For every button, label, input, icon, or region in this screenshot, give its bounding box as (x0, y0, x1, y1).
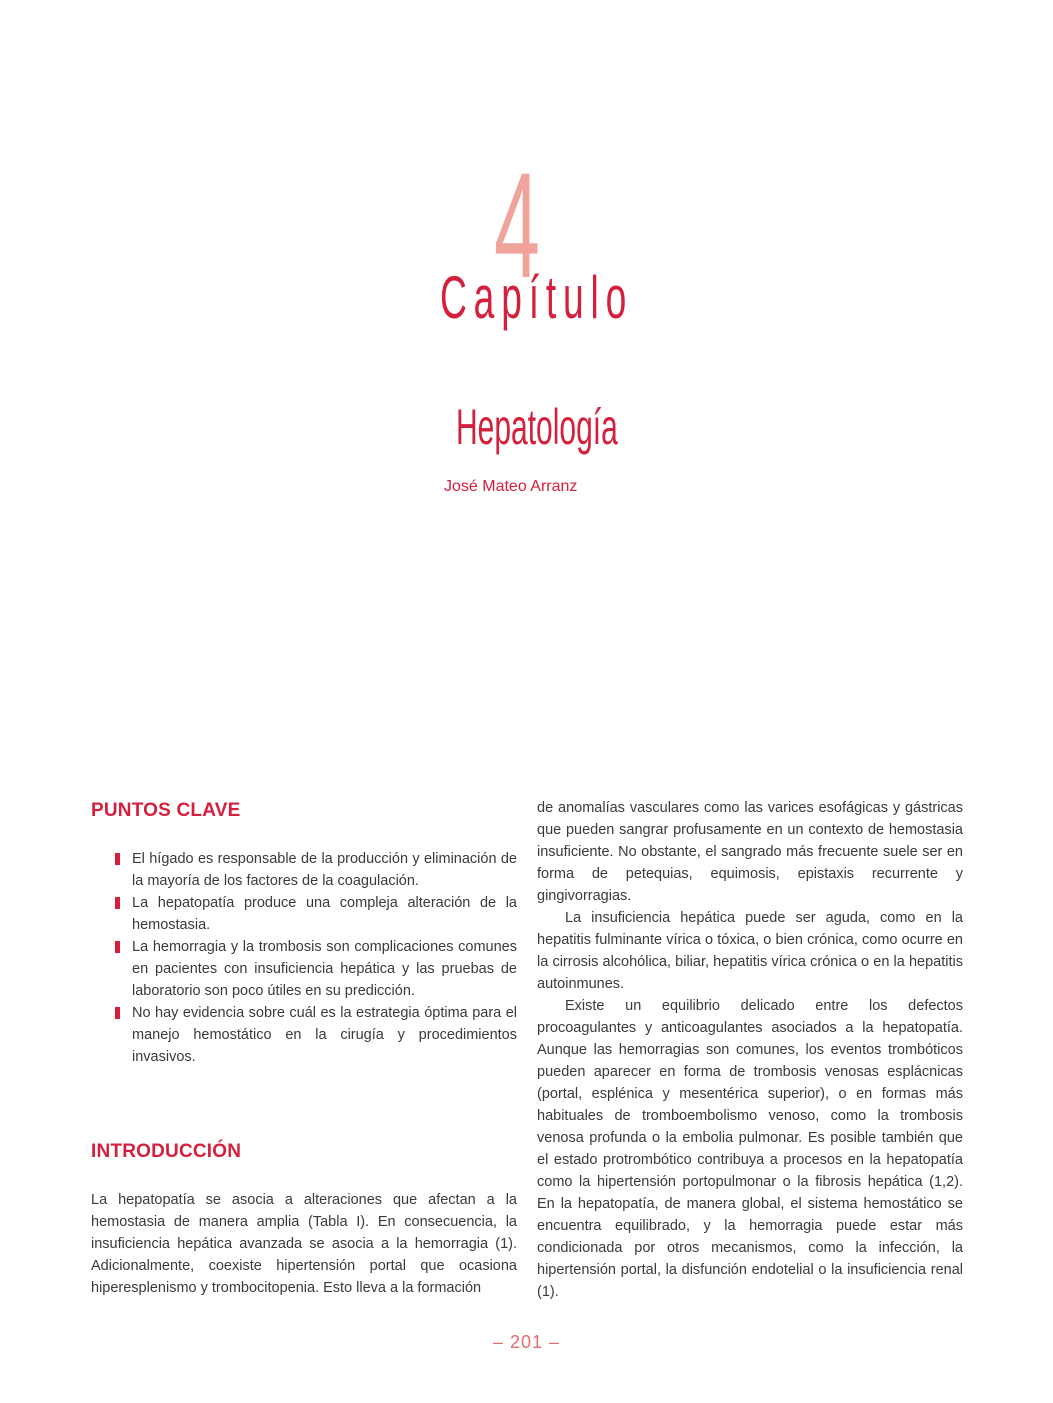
intro-paragraph: La hepatopatía se asocia a alteraciones que afectan a la hemostasia de manera amplia (Tabla I). En consecuencia, la insuficiencia hepática avanzada se asocia a la hemorragia (1). Adicionalmente, coexiste hipertensión portal que ocasiona hiperesplenismo y trombocitopenia. Esto lleva a la formación (91, 1192, 517, 1296)
chapter-number: 4 (494, 141, 540, 309)
intro-paragraph: Existe un equilibrio delicado entre los defectos procoagulantes y anticoagulantes asociados a la hepatopatía. Aunque las hemorragias son comunes, los eventos trombóticos pueden aparecer en forma de trombosis venosas esplácnicas (portal, esplénica y mesentérica superior), o en formas más habituales de tromboembolismo venoso, como la trombosis venosa profunda o la embolia pulmonar. Es posible también que el estado protrombótico contribuya a procesos en la hepatopatía como la hipertensión portopulmonar o la fibrosis hepática (1,2). En la hepatopatía, de manera global, el sistema hemostático se encuentra equilibrado, y la hemorragia puede estar más condicionada por otros mecanismos, como la infección, la hipertensión portal, la disfunción endotelial o la insuficiencia renal (1). (537, 998, 963, 1300)
chapter-title: Hepatología (456, 399, 618, 455)
intro-right-column (537, 797, 963, 1303)
chapter-author: José Mateo Arranz (444, 478, 578, 495)
key-points-list-container (115, 848, 517, 1068)
introduction-heading: INTRODUCCIÓN (91, 1141, 242, 1162)
key-point-item: La hemorragia y la trombosis son complicaciones comunes en pacientes con insuficiencia hepática y las pruebas de laboratorio son poco útiles en su predicción. (115, 936, 517, 1002)
chapter-word: Capítulo (440, 264, 634, 331)
key-points-list (115, 848, 517, 1068)
key-point-item: No hay evidencia sobre cuál es la estrategia óptima para el manejo hemostático en la cirugía y procedimientos invasivos. (115, 1002, 517, 1068)
intro-left-column (91, 1189, 517, 1299)
key-points-heading: PUNTOS CLAVE (91, 800, 241, 821)
intro-paragraph: de anomalías vasculares como las varices esofágicas y gástricas que pueden sangrar profusamente en un contexto de hemostasia insuficiente. No obstante, el sangrado más frecuente suele ser en forma de petequias, equimosis, epistaxis recurrente y gingivorragias. (537, 800, 963, 904)
page-number: – 201 – (492, 1332, 561, 1352)
key-point-item: La hepatopatía produce una compleja alteración de la hemostasia. (115, 892, 517, 936)
intro-paragraph: La insuficiencia hepática puede ser aguda, como en la hepatitis fulminante vírica o tóxica, o bien crónica, como ocurre en la cirrosis alcohólica, biliar, hepatitis vírica crónica o en la hepatitis autoinmunes. (537, 910, 963, 992)
key-point-item: El hígado es responsable de la producción y eliminación de la mayoría de los factores de la coagulación. (115, 848, 517, 892)
